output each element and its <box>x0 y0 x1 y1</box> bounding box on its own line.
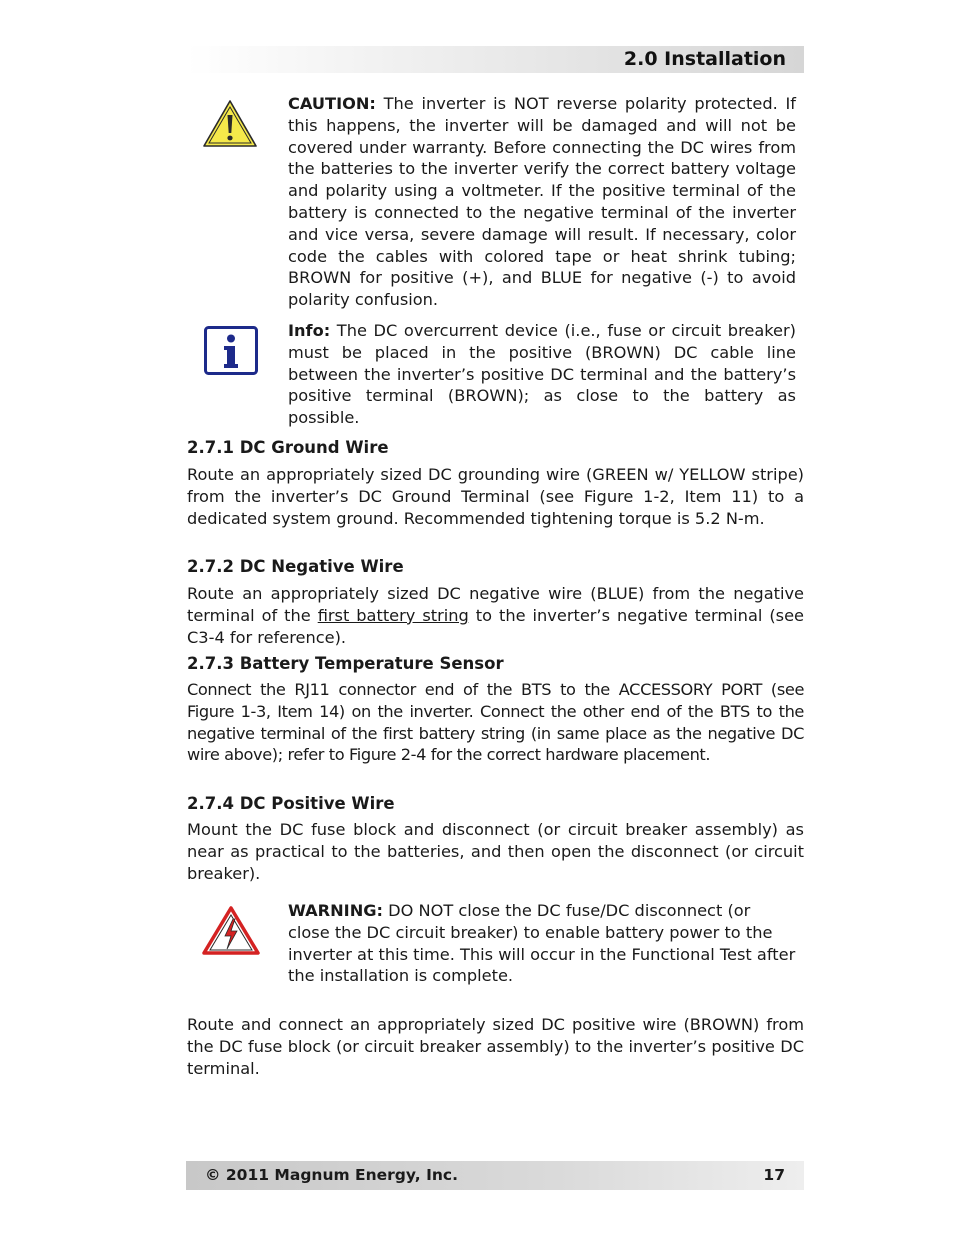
paragraph-dc-positive-wire: Mount the DC fuse block and disconnect (or circuit breaker assembly) as near as practical to the batteries, and then open the disconnect (or circuit breaker). <box>187 820 804 883</box>
paragraph-dc-ground-wire: Route an appropriately sized DC grounding wire (GREEN w/ YELLOW stripe) from the inverter’s DC Ground Terminal (see Figure 1-2, Item 11) to a dedicated system ground. Recommended tightening torque is 5.2 N-m. <box>187 465 804 528</box>
copyright: © 2011 Magnum Energy, Inc. <box>205 1166 458 1184</box>
info-label: Info: <box>288 321 331 340</box>
info-icon <box>204 326 258 380</box>
warning-icon <box>202 906 260 960</box>
paragraph-dc-negative-wire <box>187 583 804 648</box>
section-title: 2.0 Installation <box>623 48 786 70</box>
caution-icon <box>202 99 258 153</box>
heading-dc-negative-wire: 2.7.2 DC Negative Wire <box>187 557 404 576</box>
first-battery-string-underlined: first battery string <box>317 605 469 625</box>
caution-label: CAUTION: <box>288 94 376 113</box>
heading-dc-positive-wire: 2.7.4 DC Positive Wire <box>187 794 395 813</box>
caution-text: The inverter is NOT reverse polarity protected. If this happens, the inverter will be damaged and will not be covered under warranty. Before connecting the DC wires from the batteries to the inverter verify the correct battery voltage and polarity using a voltmeter. If the positive terminal of the battery is connected to the negative terminal of the inverter and vice versa, severe damage will result. If necessary, color code the cables with colored tape or heat shrink tubing; BROWN for positive (+), and BLUE for negative (-) to avoid polarity confusion. <box>288 94 796 310</box>
page-footer <box>186 1161 804 1190</box>
info-text: The DC overcurrent device (i.e., fuse or circuit breaker) must be placed in the positive (BROWN) DC cable line between the inverter’s positive DC terminal and the battery’s positive terminal (BROWN); as close to the battery as possible. <box>288 321 796 428</box>
warning-text: DO NOT close the DC fuse/DC disconnect (or close the DC circuit breaker) to enable battery power to the inverter at this time. This will occur in the Functional Test after the installation is complete. <box>288 901 796 986</box>
warning-label: WARNING: <box>288 901 383 920</box>
warning-note <box>288 900 796 987</box>
paragraph-dc-positive-route: Route and connect an appropriately sized DC positive wire (BROWN) from the DC fuse block (or circuit breaker assembly) to the inverter’s positive DC terminal. <box>187 1015 804 1078</box>
heading-battery-temperature-sensor: 2.7.3 Battery Temperature Sensor <box>187 654 504 673</box>
paragraph-battery-temperature-sensor: Connect the RJ11 connector end of the BTS to the ACCESSORY PORT (see Figure 1-3, Item 14) on the inverter. Connect the other end of the BTS to the negative terminal of the first battery string (in same place as the negative DC wire above); refer to Figure 2-4 for the correct hardware placement. <box>187 680 804 765</box>
page-header <box>186 46 804 73</box>
page-number: 17 <box>763 1166 785 1184</box>
caution-note <box>288 93 796 311</box>
dc-negative-text-b: to the inverter’s negative terminal (see C3-4 for reference). <box>187 605 804 647</box>
dc-negative-text-a: Route an appropriately sized DC negative wire (BLUE) from the negative terminal of the <box>187 584 804 625</box>
heading-dc-ground-wire: 2.7.1 DC Ground Wire <box>187 438 389 457</box>
info-note <box>288 320 796 429</box>
